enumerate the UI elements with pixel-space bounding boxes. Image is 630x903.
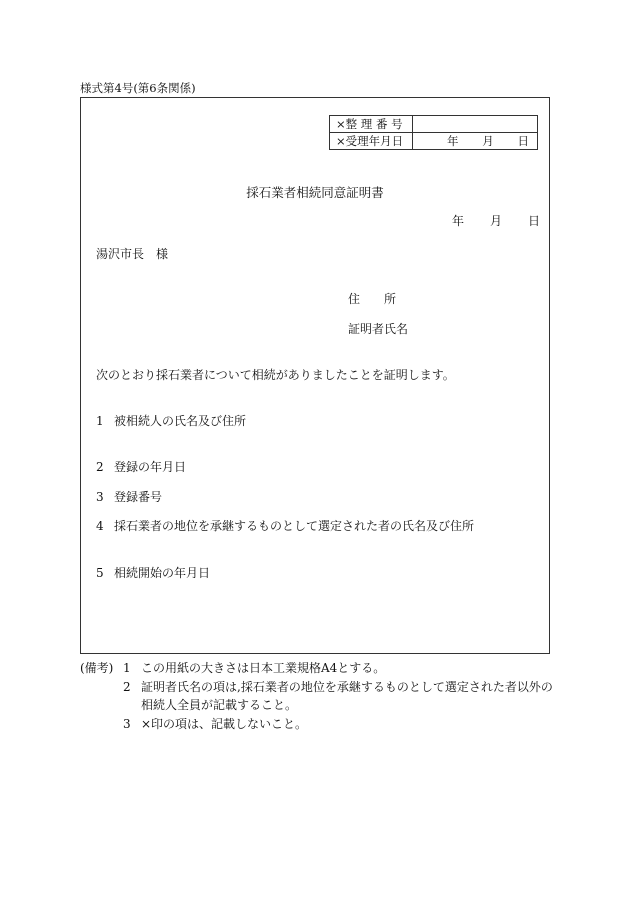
receipt-year-label: 年 — [447, 134, 459, 148]
reference-number-field[interactable] — [413, 116, 538, 133]
registration-table — [329, 115, 538, 150]
list-item: 3 登録番号 — [96, 490, 163, 504]
certifier-name-label: 証明者氏名 — [348, 322, 409, 336]
list-item: 4 採石業者の地位を承継するものとして選定された者の氏名及び住所 — [96, 519, 475, 533]
note-item: 3 ×印の項は、記載しないこと。 — [123, 717, 308, 731]
receipt-month-label: 月 — [482, 134, 494, 148]
list-item: 5 相続開始の年月日 — [96, 566, 211, 580]
notes-heading: (備考) — [80, 661, 114, 675]
table-row — [330, 116, 538, 133]
receipt-day-label: 日 — [517, 134, 529, 148]
address-label: 住 所 — [348, 292, 397, 306]
recipient: 湯沢市長 様 — [96, 247, 169, 261]
note-item-continuation: 相続人全員が記載すること。 — [141, 698, 298, 712]
note-item: 1 この用紙の大きさは日本工業規格A4とする。 — [123, 661, 386, 675]
document-title: 採石業者相続同意証明書 — [246, 185, 384, 200]
date-day-label: 日 — [527, 214, 540, 228]
reference-number-label: ×整 理 番 号 — [330, 116, 413, 133]
table-row — [330, 133, 538, 150]
date-year-label: 年 — [452, 214, 465, 228]
receipt-date-field[interactable] — [413, 133, 538, 150]
list-item: 1 被相続人の氏名及び住所 — [96, 414, 247, 428]
date-month-label: 月 — [489, 214, 502, 228]
note-item: 2 証明者氏名の項は,採石業者の地位を承継するものとして選定された者以外の — [123, 680, 553, 694]
certification-statement: 次のとおり採石業者について相続がありましたことを証明します。 — [96, 368, 455, 382]
list-item: 2 登録の年月日 — [96, 460, 187, 474]
document-date — [452, 212, 540, 229]
receipt-date-label: ×受理年月日 — [330, 133, 413, 150]
form-number-label: 様式第4号(第6条関係) — [80, 81, 196, 95]
